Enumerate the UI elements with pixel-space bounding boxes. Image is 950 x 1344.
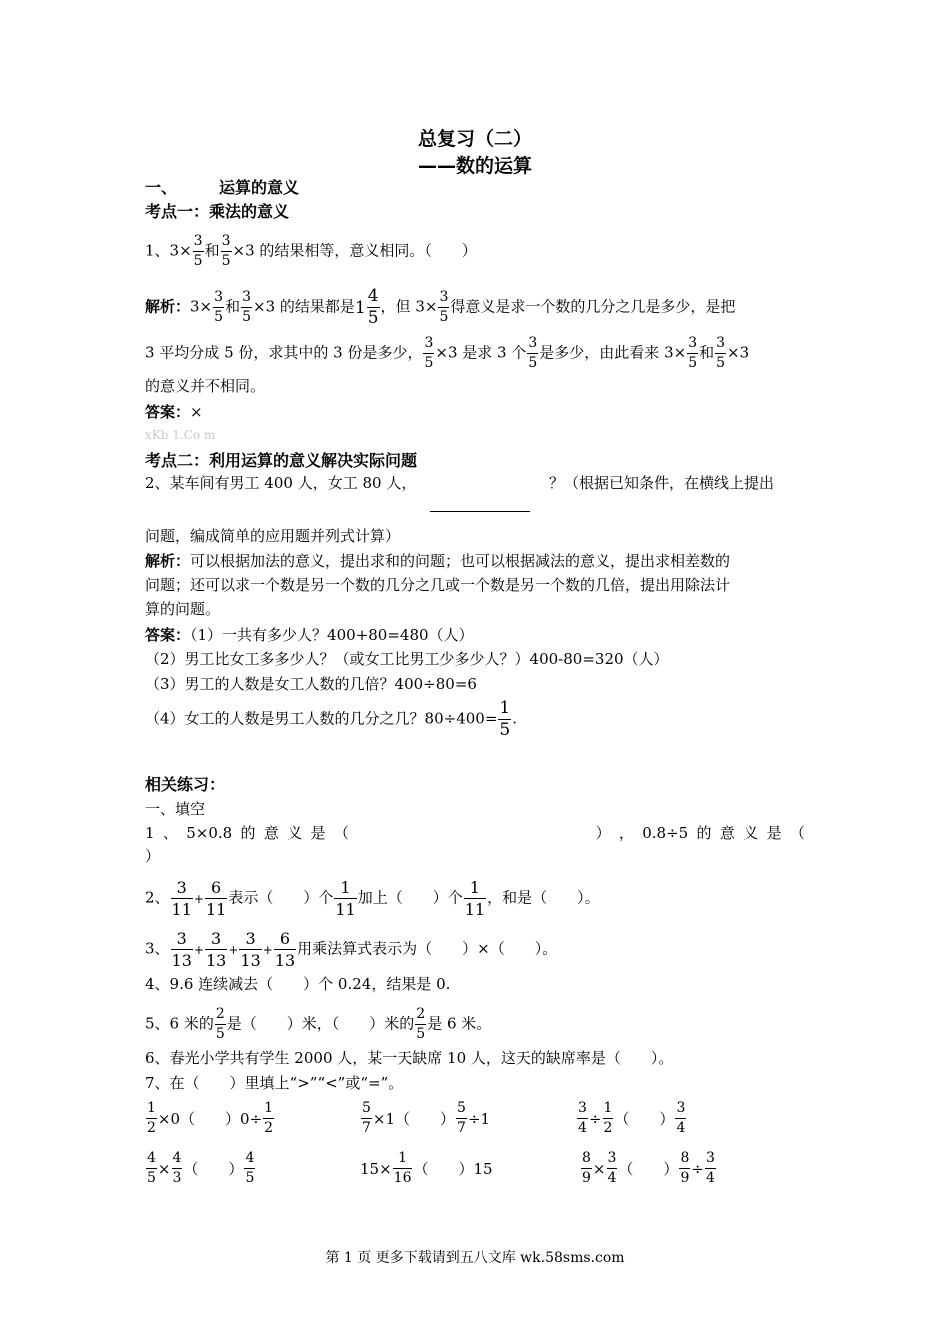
fraction: $\frac{1}{11}$ [335,878,356,919]
compare-item: $\frac{5}{7}$ ×1（ ） $\frac{5}{7}$ ÷1 [362,1100,491,1136]
fill-in-heading: 一、填空 [145,800,206,818]
fraction: $\frac{3}{4}$ [705,1150,715,1186]
answer-2-line-1: 答案：（1）一共有多少人？400+80=480（人） [145,626,474,644]
fraction: $\frac{3}{4}$ [676,1100,686,1136]
fraction: $\frac{6}{13}$ [274,929,296,970]
practice-6: 6、春光小学共有学生 2000 人，某一天缺席 10 人，这天的缺席率是（ ）。 [145,1049,674,1067]
practice-2: 2、 $\frac{3}{11}$ + $\frac{6}{11}$ 表示（ ）个 $\frac{1}{11}$ 加上（ ）个 $\frac{1}{11}$ ，和是（ ）。 [145,878,600,919]
practice-5: 5、6 米的 $\frac{2}{5}$ 是（ ）米，（ ）米的 $\frac{2}{5}$ 是 6 米。 [145,1006,492,1042]
fraction: $\frac{3}{5}$ [528,335,538,371]
analysis-2-line-3: 算的问题。 [145,600,221,618]
title-line-1: 总复习（二） [417,128,532,150]
mixed-fraction: $\frac{4}{5}$ [367,286,379,328]
analysis-2-line-2: 问题；还可以求一个数是另一个数的几分之几或一个数是另一个数的几倍，提出用除法计 [145,576,731,594]
fraction: $\frac{2}{5}$ [215,1006,225,1042]
question-2-line-2: 问题，编成简单的应用题并列式计算） [145,527,401,545]
question-2-line-1-end: ？（根据已知条件，在横线上提出 [549,474,775,492]
practice-7: 7、在（ ）里填上“>”“<”或“=”。 [145,1074,404,1092]
key-point-2: 考点二：利用运算的意义解决实际问题 [145,451,418,470]
compare-item: $\frac{4}{5}$ × $\frac{4}{3}$ （ ） $\frac{4}{5}$ [147,1150,255,1186]
fraction: $\frac{1}{5}$ [499,698,511,740]
title-line-2: ——数的运算 [417,155,532,177]
fraction: $\frac{3}{5}$ [221,233,231,269]
answer-2-line-2: （2）男工比女工多多少人？（或女工比男工少多少人？）400-80=320（人） [145,650,669,668]
fraction: $\frac{3}{13}$ [240,929,261,970]
question-2-line-1: 2、某车间有男工 400 人，女工 80 人， [145,474,417,492]
analysis-1-line-1: 解析：3× $\frac{3}{5}$ 和 $\frac{3}{5}$ ×3 的结果都是1 $\frac{4}{5}$ ，但 3× $\frac{3}{5}$ 得意义是求一个数的几分之几是多少，是把 [145,286,736,328]
analysis-2-line-1: 解析：可以根据加法的意义，提出求和的问题；也可以根据减法的意义，提出求相差数的 [145,552,731,570]
fraction: $\frac{4}{5}$ [245,1150,255,1186]
fraction: $\frac{3}{5}$ [424,335,434,371]
fraction: $\frac{1}{2}$ [264,1100,274,1136]
page-footer: 第 1 页 更多下载请到五八文库 wk.58sms.com [325,1250,625,1266]
fraction: $\frac{1}{2}$ [603,1100,613,1136]
fraction: $\frac{5}{7}$ [362,1100,371,1136]
fraction: $\frac{1}{16}$ [393,1150,412,1186]
practice-1-line-1: 1 、 5×0.8 的 意 义 是 （ ） ， 0.8÷5 的 意 义 是 （ [145,824,805,842]
compare-item: $\frac{3}{4}$ ÷ $\frac{1}{2}$ （ ） $\frac{3}{4}$ [578,1100,686,1136]
practice-1-line-2: ） [145,847,161,865]
analysis-label: 解析： [145,297,191,316]
watermark-text: xKb 1.Co m [145,428,216,442]
answer-2-line-3: （3）男工的人数是女工人数的几倍？400÷80=6 [145,675,477,693]
fraction: $\frac{8}{9}$ [582,1150,591,1186]
fraction: $\frac{3}{13}$ [171,929,192,970]
fraction: $\frac{3}{13}$ [205,929,227,970]
practice-3: 3、 $\frac{3}{13}$ + $\frac{3}{13}$ + $\frac{3}{13}$ + $\frac{6}{13}$ 用乘法算式表示为（ ）×（ ）。 [145,929,558,970]
section-heading [145,178,299,198]
question-1: 1、3× $\frac{3}{5}$ 和 $\frac{3}{5}$ ×3 的结果相等，意义相同。（ ） [145,233,477,269]
compare-item: $\frac{8}{9}$ × $\frac{3}{4}$ （ ） $\frac{8}{9}$ ÷ $\frac{3}{4}$ [582,1150,715,1186]
fraction: $\frac{3}{4}$ [607,1150,617,1186]
fraction: $\frac{3}{5}$ [214,289,224,325]
fraction: $\frac{3}{11}$ [171,878,192,919]
fraction: $\frac{4}{5}$ [147,1150,156,1186]
fraction: $\frac{2}{5}$ [416,1006,426,1042]
fraction: $\frac{4}{3}$ [172,1150,182,1186]
practice-title: 相关练习： [145,775,226,794]
key-point-1: 考点一：乘法的意义 [145,202,290,221]
fraction: $\frac{5}{7}$ [457,1100,466,1136]
compare-item: $\frac{1}{2}$ ×0（ ）0÷ $\frac{1}{2}$ [147,1100,274,1136]
fraction: $\frac{3}{5}$ [193,233,203,269]
answer-blank-line [430,511,530,512]
practice-4: 4、9.6 连续减去（ ）个 0.24，结果是 0. [145,975,451,993]
answer-1: 答案：× [145,403,203,421]
fraction: $\frac{3}{4}$ [578,1100,587,1136]
fraction: $\frac{3}{5}$ [716,335,726,371]
fraction: $\frac{3}{5}$ [439,289,449,325]
analysis-1-line-2: 3 平均分成 5 份，求其中的 3 份是多少， $\frac{3}{5}$ ×3 是求 3 个 $\frac{3}{5}$ 是多少，由此看来 3× $\frac{3}{5}$ 和 $\frac{3}{5}$ ×3 [145,335,750,371]
analysis-1-line-3: 的意义并不相同。 [145,377,266,395]
fraction: $\frac{3}{5}$ [242,289,251,325]
fraction: $\frac{3}{5}$ [688,335,698,371]
compare-item: 15× $\frac{1}{16}$ （ ）15 [360,1150,493,1186]
fraction: $\frac{6}{11}$ [205,878,227,919]
answer-2-line-4: （4）女工的人数是男工人数的几分之几？80÷400= $\frac{1}{5}$ . [145,698,518,740]
fraction: $\frac{8}{9}$ [680,1150,690,1186]
fraction: $\frac{1}{11}$ [464,878,486,919]
fraction: $\frac{1}{2}$ [147,1100,156,1136]
section-number: 一、 [145,178,178,197]
section-title: 运算的意义 [219,178,300,197]
